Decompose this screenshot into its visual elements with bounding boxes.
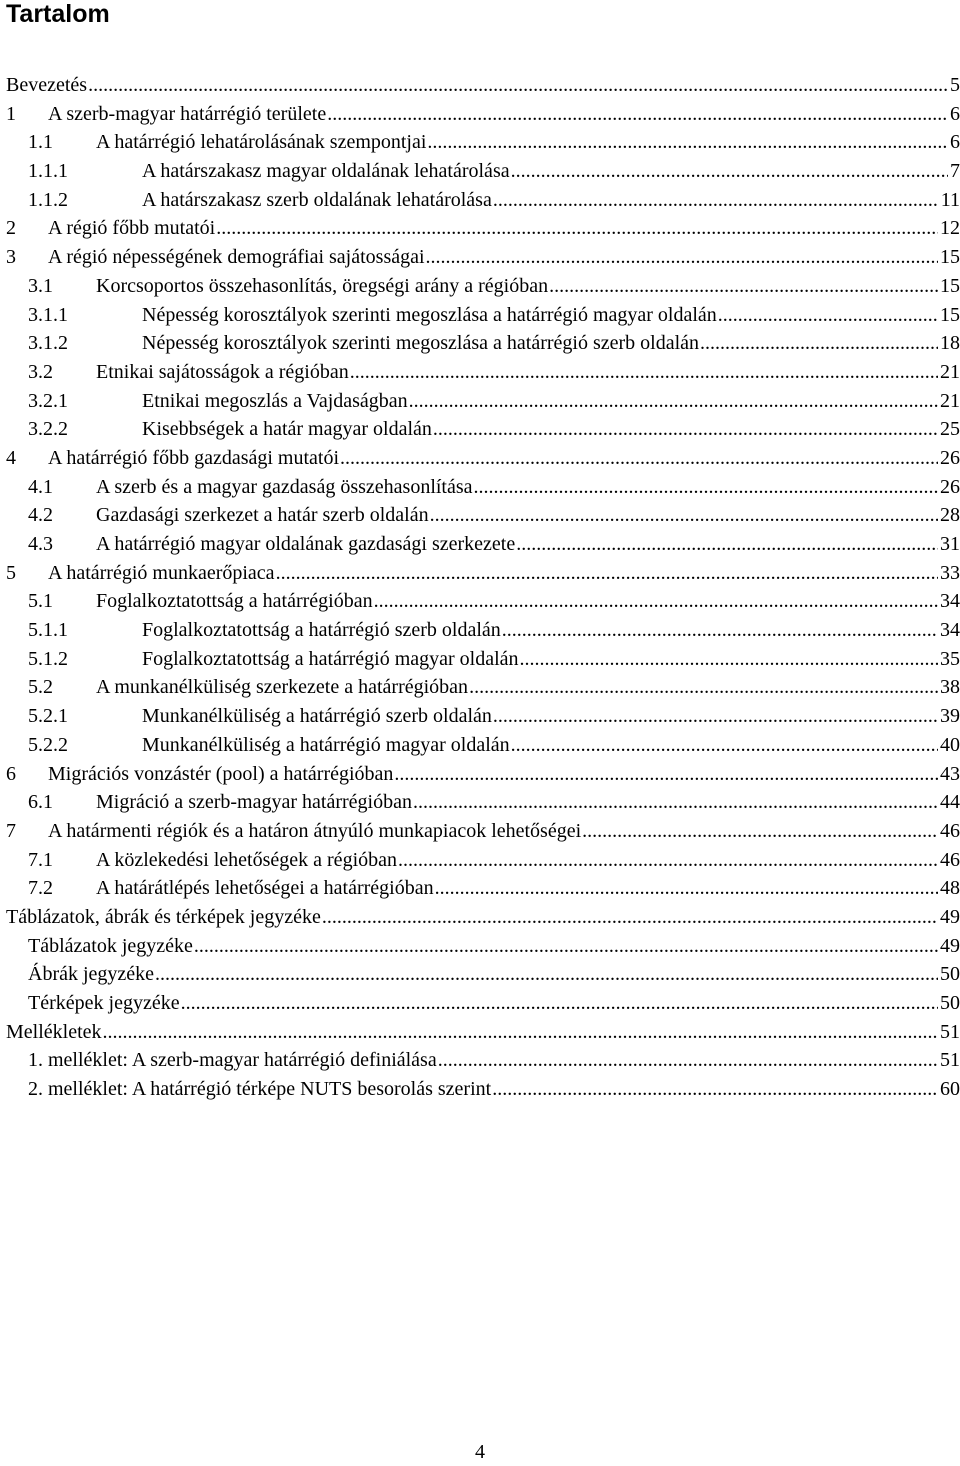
toc-entry-page: 21	[940, 360, 960, 383]
toc-entry-title: Táblázatok jegyzéke	[28, 934, 193, 957]
toc-entry-page: 50	[940, 992, 960, 1014]
toc-entry-title: Kisebbségek a határ magyar oldalán	[142, 418, 432, 441]
toc-entry-page: 21	[940, 389, 960, 412]
toc-entry-title: Munkanélküliség a határrégió szerb oldalán	[142, 705, 492, 728]
toc-entry[interactable]	[6, 473, 960, 502]
toc-entry-page: 46	[940, 848, 960, 871]
toc-entry-number: 1.1	[28, 131, 53, 154]
toc-entry-number: 6	[6, 762, 16, 785]
toc-entry[interactable]	[6, 71, 960, 100]
toc-entry-title: A régió főbb mutatói	[48, 217, 216, 240]
toc-entry[interactable]	[6, 128, 960, 157]
toc-dot-leader	[155, 960, 938, 989]
toc-entry-number: 5.1	[28, 590, 53, 613]
toc-dot-leader	[426, 243, 938, 272]
toc-entry[interactable]	[6, 530, 960, 559]
toc-entry-page: 25	[940, 418, 960, 441]
toc-entry-page: 6	[950, 131, 960, 154]
toc-dot-leader	[322, 903, 938, 932]
toc-entry[interactable]	[6, 272, 960, 301]
toc-entry-page: 49	[940, 934, 960, 957]
toc-entry-title: A határszakasz szerb oldalának lehatárolása	[142, 188, 492, 211]
toc-entry[interactable]	[6, 214, 960, 243]
toc-dot-leader	[435, 874, 938, 903]
toc-entry-title: Népesség korosztályok szerinti megoszlása a határrégió szerb oldalán	[142, 332, 700, 355]
toc-entry-title: Gazdasági szerkezet a határ szerb oldalán	[96, 504, 429, 527]
toc-entry[interactable]	[6, 932, 960, 961]
toc-entry[interactable]	[6, 702, 960, 731]
toc-entry[interactable]	[6, 989, 960, 1018]
toc-entry-title: Migrációs vonzástér (pool) a határrégióban	[48, 762, 394, 785]
toc-entry-title: Foglalkoztatottság a határrégióban	[96, 590, 373, 613]
toc-dot-leader	[511, 731, 938, 760]
toc-entry-page: 39	[940, 705, 960, 728]
toc-dot-leader	[433, 415, 938, 444]
toc-dot-leader	[374, 587, 938, 616]
toc-dot-leader	[103, 1018, 938, 1047]
toc-dot-leader	[469, 673, 938, 702]
toc-entry-page: 11	[940, 188, 960, 211]
toc-dot-leader	[340, 444, 938, 473]
toc-entry-page: 5	[950, 74, 960, 96]
toc-entry[interactable]	[6, 645, 960, 674]
toc-entry-number: 4.1	[28, 475, 53, 498]
toc-dot-leader	[582, 817, 938, 846]
toc-entry-title: Térképek jegyzéke	[28, 992, 180, 1014]
toc-entry-title: A határrégió magyar oldalának gazdasági szerkezete	[96, 533, 516, 555]
toc-dot-leader	[181, 989, 938, 1018]
toc-entry-page: 26	[940, 446, 960, 469]
page-title: Tartalom	[6, 0, 110, 28]
toc-entry-number: 1.1.2	[28, 188, 68, 211]
toc-dot-leader	[327, 100, 948, 129]
toc-entry-title: A közlekedési lehetőségek a régióban	[96, 848, 397, 871]
toc-entry[interactable]	[6, 903, 960, 932]
toc-entry-number: 5.2.2	[28, 733, 68, 756]
toc-dot-leader	[398, 846, 938, 875]
toc-entry-title: Korcsoportos összehasonlítás, öregségi arány a régióban	[96, 274, 549, 297]
toc-dot-leader	[394, 760, 938, 789]
toc-entry-page: 33	[940, 561, 960, 584]
toc-entry-page: 60	[940, 1078, 960, 1101]
toc-entry[interactable]	[6, 186, 960, 215]
toc-dot-leader	[493, 702, 938, 731]
toc-entry-page: 34	[940, 619, 960, 642]
toc-dot-leader	[438, 1046, 938, 1075]
toc-entry[interactable]	[6, 1018, 960, 1047]
toc-entry[interactable]	[6, 157, 960, 186]
toc-entry-page: 51	[940, 1049, 960, 1072]
toc-entry-title: A határátlépés lehetőségei a határrégióban	[96, 877, 434, 900]
toc-entry-title: A határrégió lehatárolásának szempontjai	[96, 131, 427, 154]
toc-dot-leader	[516, 530, 938, 559]
toc-entry-title: A munkanélküliség szerkezete a határrégióban	[96, 676, 469, 699]
toc-dot-leader	[427, 128, 948, 157]
toc-entry-number: 4.3	[28, 533, 53, 555]
toc-entry-page: 28	[940, 504, 960, 527]
toc-entry[interactable]	[6, 587, 960, 616]
toc-dot-leader	[88, 71, 948, 100]
toc-entry-page: 40	[940, 733, 960, 756]
toc-entry[interactable]	[6, 358, 960, 387]
toc-entry-title: A határrégió főbb gazdasági mutatói	[48, 446, 340, 469]
toc-entry[interactable]	[6, 673, 960, 702]
toc-dot-leader	[350, 358, 938, 387]
toc-entry[interactable]	[6, 616, 960, 645]
toc-entry-title: A szerb-magyar határrégió területe	[48, 102, 327, 125]
toc-entry[interactable]	[6, 874, 960, 903]
toc-entry-page: 31	[940, 533, 960, 555]
toc-entry[interactable]	[6, 731, 960, 760]
toc-entry-page: 51	[940, 1020, 960, 1043]
toc-entry-title: A határszakasz magyar oldalának lehatárolása	[142, 160, 510, 183]
toc-entry-page: 50	[940, 963, 960, 986]
toc-entry-number: 6.1	[28, 791, 53, 814]
toc-entry-page: 44	[940, 791, 960, 814]
toc-entry-title: 2. melléklet: A határrégió térképe NUTS besorolás szerint	[28, 1078, 492, 1101]
toc-entry-number: 3.2	[28, 360, 53, 383]
toc-entry[interactable]	[6, 329, 960, 358]
toc-entry-title: Foglalkoztatottság a határrégió szerb oldalán	[142, 619, 501, 642]
toc-entry[interactable]	[6, 415, 960, 444]
toc-dot-leader	[520, 645, 938, 674]
toc-entry-page: 18	[940, 332, 960, 355]
toc-entry-page: 38	[940, 676, 960, 699]
toc-entry[interactable]	[6, 387, 960, 416]
toc-entry-number: 3.1	[28, 274, 53, 297]
toc-dot-leader	[194, 932, 938, 961]
toc-dot-leader	[718, 301, 938, 330]
toc-entry-title: Munkanélküliség a határrégió magyar oldalán	[142, 733, 510, 756]
toc-entry[interactable]	[6, 444, 960, 473]
toc-dot-leader	[276, 559, 938, 588]
toc-dot-leader	[492, 1075, 938, 1104]
toc-entry[interactable]	[6, 846, 960, 875]
toc-entry-number: 7.2	[28, 877, 53, 900]
toc-entry-title: Ábrák jegyzéke	[28, 963, 155, 986]
toc-entry[interactable]	[6, 788, 960, 817]
toc-entry[interactable]	[6, 243, 960, 272]
toc-entry[interactable]	[6, 760, 960, 789]
toc-entry-title: Foglalkoztatottság a határrégió magyar oldalán	[142, 647, 519, 670]
toc-entry-number: 5.2.1	[28, 705, 68, 728]
toc-entry-number: 2	[6, 217, 16, 240]
toc-dot-leader	[474, 473, 938, 502]
toc-dot-leader	[413, 788, 938, 817]
toc-entry-page: 34	[940, 590, 960, 613]
toc-entry[interactable]	[6, 100, 960, 129]
toc-entry[interactable]	[6, 960, 960, 989]
toc-entry[interactable]	[6, 501, 960, 530]
toc-entry-number: 1	[6, 102, 16, 125]
toc-entry-title: A határrégió munkaerőpiaca	[48, 561, 275, 584]
toc-entry-number: 4	[6, 446, 16, 469]
toc-entry-title: A szerb és a magyar gazdaság összehasonlítása	[96, 475, 473, 498]
toc-entry-number: 7	[6, 819, 16, 842]
toc-entry-title: A határmenti régiók és a határon átnyúló munkapiacok lehetőségei	[48, 819, 582, 842]
toc-entry-page: 35	[940, 647, 960, 670]
toc-dot-leader	[700, 329, 938, 358]
toc-dot-leader	[216, 214, 938, 243]
table-of-contents	[6, 71, 960, 1104]
toc-entry-title: 1. melléklet: A szerb-magyar határrégió definiálása	[28, 1049, 437, 1072]
toc-entry-number: 3.2.2	[28, 418, 68, 441]
toc-entry[interactable]	[6, 301, 960, 330]
toc-entry[interactable]	[6, 1075, 960, 1104]
toc-entry-page: 49	[940, 905, 960, 928]
page-number: 4	[475, 1441, 485, 1463]
toc-entry-title: Mellékletek	[6, 1020, 102, 1043]
toc-dot-leader	[430, 501, 938, 530]
toc-entry-page: 7	[950, 160, 960, 183]
toc-entry-page: 43	[940, 762, 960, 785]
toc-entry-number: 1.1.1	[28, 160, 68, 183]
toc-entry-number: 3.1.2	[28, 332, 68, 355]
toc-entry-title: Etnikai sajátosságok a régióban	[96, 360, 349, 383]
toc-entry[interactable]	[6, 1046, 960, 1075]
toc-entry-title: A régió népességének demográfiai sajátosságai	[48, 246, 425, 269]
toc-entry-title: Etnikai megoszlás a Vajdaságban	[142, 389, 408, 412]
toc-entry-number: 5.1.2	[28, 647, 68, 670]
toc-entry-page: 12	[940, 217, 960, 240]
toc-entry-number: 5	[6, 561, 16, 584]
toc-entry-title: Migráció a szerb-magyar határrégióban	[96, 791, 412, 814]
toc-entry[interactable]	[6, 817, 960, 846]
toc-entry-title: Népesség korosztályok szerinti megoszlása a határrégió magyar oldalán	[142, 303, 717, 326]
toc-entry-number: 3	[6, 246, 16, 269]
toc-entry-page: 26	[940, 475, 960, 498]
toc-entry-number: 5.2	[28, 676, 53, 699]
toc-entry-page: 15	[940, 274, 960, 297]
toc-dot-leader	[502, 616, 938, 645]
toc-entry-page: 46	[940, 819, 960, 842]
toc-entry-number: 7.1	[28, 848, 53, 871]
toc-entry-page: 15	[940, 303, 960, 326]
toc-entry[interactable]	[6, 559, 960, 588]
toc-entry-number: 4.2	[28, 504, 53, 527]
toc-entry-title: Táblázatok, ábrák és térképek jegyzéke	[6, 905, 321, 928]
toc-entry-page: 6	[950, 102, 960, 125]
toc-dot-leader	[409, 387, 938, 416]
toc-dot-leader	[549, 272, 938, 301]
toc-entry-number: 3.2.1	[28, 389, 68, 412]
toc-entry-page: 15	[940, 246, 960, 269]
toc-dot-leader	[511, 157, 948, 186]
toc-entry-number: 3.1.1	[28, 303, 68, 326]
toc-entry-page: 48	[940, 877, 960, 900]
toc-entry-title: Bevezetés	[6, 74, 88, 96]
toc-entry-number: 5.1.1	[28, 619, 68, 642]
toc-dot-leader	[493, 186, 939, 215]
